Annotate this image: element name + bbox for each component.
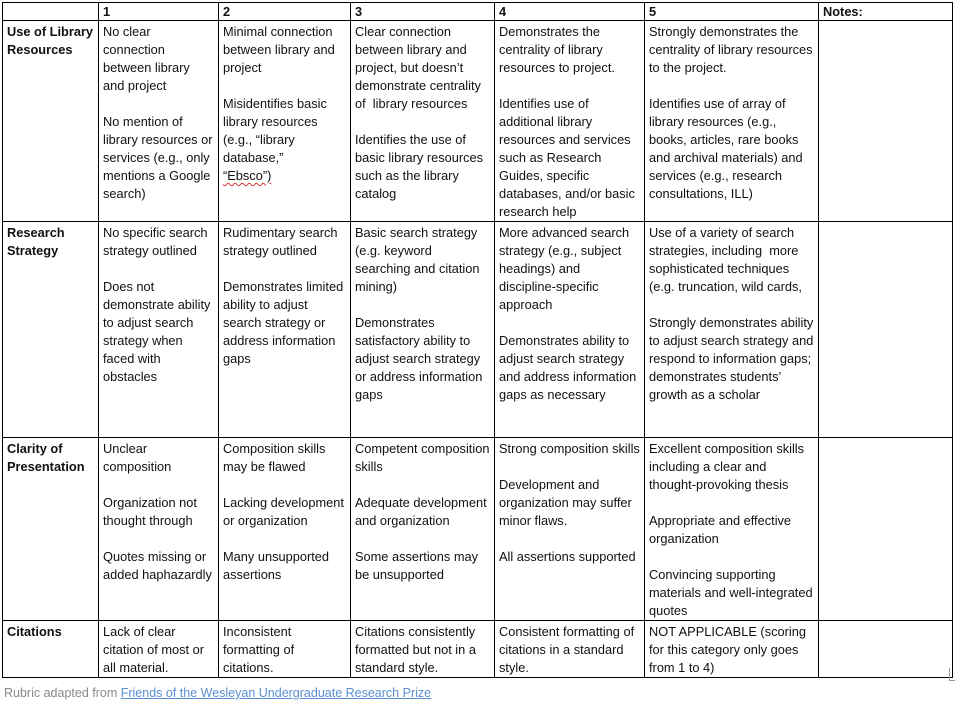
cell-score-5 xyxy=(645,21,819,222)
cell-score-3 xyxy=(351,21,495,222)
cell-score-2 xyxy=(219,621,351,678)
cell-score-4 xyxy=(495,621,645,678)
cell-text: Excellent composition skills including a clear and thought-provoking thesis xyxy=(649,441,808,492)
row-label: Citations xyxy=(3,621,99,678)
header-score-4: 4 xyxy=(495,3,645,21)
row-label: Clarity of Presentation xyxy=(3,438,99,621)
header-row xyxy=(3,3,953,21)
cell-text: Consistent formatting of citations in a standard style. xyxy=(499,624,638,675)
row-label: Research Strategy xyxy=(3,222,99,438)
cell-text: Unclear composition xyxy=(103,441,172,474)
cell-text: Clear connection between library and project, but doesn’t demonstrate centrality of library resources xyxy=(355,24,485,111)
cell-score-4 xyxy=(495,438,645,621)
cell-text: Composition skills may be flawed xyxy=(223,441,329,474)
cell-text: Appropriate and effective organization xyxy=(649,513,795,546)
cell-text: Minimal connection between library and project xyxy=(223,24,339,75)
header-score-1: 1 xyxy=(99,3,219,21)
cell-score-2 xyxy=(219,438,351,621)
cell-text: No specific search strategy outlined xyxy=(103,225,212,258)
cell-notes[interactable] xyxy=(819,621,953,678)
cell-text: Adequate development and organization xyxy=(355,495,491,528)
table-resize-handle[interactable] xyxy=(949,668,955,681)
cell-text: Convincing supporting materials and well-integrated quotes xyxy=(649,567,817,618)
header-score-3: 3 xyxy=(351,3,495,21)
cell-text: Does not demonstrate ability to adjust search strategy when faced with obstacles xyxy=(103,279,214,384)
cell-score-3 xyxy=(351,621,495,678)
cell-text: No clear connection between library and project xyxy=(103,24,194,93)
footer-credit xyxy=(4,686,431,700)
row-clarity-presentation xyxy=(3,438,953,621)
cell-score-5 xyxy=(645,222,819,438)
cell-text: Identifies the use of basic library resources such as the library catalog xyxy=(355,132,487,201)
header-score-5: 5 xyxy=(645,3,819,21)
cell-text: Some assertions may be unsupported xyxy=(355,549,482,582)
cell-text: Organization not thought through xyxy=(103,495,201,528)
header-score-2: 2 xyxy=(219,3,351,21)
cell-notes[interactable] xyxy=(819,222,953,438)
footer-prefix: Rubric adapted from xyxy=(4,686,121,700)
cell-text: Demonstrates satisfactory ability to adjust search strategy or address information gaps xyxy=(355,315,486,402)
cell-text: NOT APPLICABLE (scoring for this category only goes from 1 to 4) xyxy=(649,624,810,675)
cell-score-3 xyxy=(351,222,495,438)
cell-score-4 xyxy=(495,222,645,438)
header-notes: Notes: xyxy=(819,3,953,21)
cell-text: Identifies use of array of library resources (e.g., books, articles, rare books and archival materials) and services (e.g., research consultations, ILL) xyxy=(649,96,807,201)
rubric-table xyxy=(2,2,953,678)
cell-score-5 xyxy=(645,621,819,678)
cell-text: Strongly demonstrates ability to adjust search strategy and respond to information gaps; demonstrates students’ growth as a scholar xyxy=(649,315,817,402)
cell-score-3 xyxy=(351,438,495,621)
misspelled-word: “Ebsco”) xyxy=(223,168,272,183)
cell-text: Demonstrates limited ability to adjust search strategy or address information gaps xyxy=(223,279,347,366)
cell-text: Rudimentary search strategy outlined xyxy=(223,225,342,258)
row-label: Use of Library Resources xyxy=(3,21,99,222)
cell-text: More advanced search strategy (e.g., subject headings) and discipline-specific approach xyxy=(499,225,633,312)
cell-score-4 xyxy=(495,21,645,222)
cell-score-5 xyxy=(645,438,819,621)
header-corner xyxy=(3,3,99,21)
source-link[interactable]: Friends of the Wesleyan Undergraduate Research Prize xyxy=(120,686,432,700)
cell-score-1 xyxy=(99,621,219,678)
cell-text: Identifies use of additional library resources and services such as Research Guides, specific databases, and/or basic research help xyxy=(499,96,639,219)
row-library-resources xyxy=(3,21,953,222)
cell-text: Citations consistently formatted but not in a standard style. xyxy=(355,624,480,675)
cell-text: Basic search strategy (e.g. keyword searching and citation mining) xyxy=(355,225,484,294)
cell-score-1 xyxy=(99,222,219,438)
cell-text: Lack of clear citation of most or all material. xyxy=(103,624,208,675)
cell-score-1 xyxy=(99,21,219,222)
cell-text: Competent composition skills xyxy=(355,441,493,474)
cell-text: No mention of library resources or services (e.g., only mentions a Google search) xyxy=(103,114,217,201)
row-citations xyxy=(3,621,953,678)
cell-text: Development and organization may suffer minor flaws. xyxy=(499,477,636,528)
row-research-strategy xyxy=(3,222,953,438)
cell-text: Demonstrates ability to adjust search strategy and address information gaps as necessary xyxy=(499,333,640,402)
cell-text: Lacking development or organization xyxy=(223,495,348,528)
cell-text: Strongly demonstrates the centrality of library resources to the project. xyxy=(649,24,817,75)
cell-score-2 xyxy=(219,21,351,222)
cell-text: Misidentifies basic library resources (e.g., “library database,” xyxy=(223,96,331,165)
cell-text: Inconsistent formatting of citations. xyxy=(223,624,298,675)
cell-text: Strong composition skills xyxy=(499,441,640,456)
cell-text: Demonstrates the centrality of library resources to project. xyxy=(499,24,615,75)
cell-notes[interactable] xyxy=(819,438,953,621)
cell-text: Use of a variety of search strategies, including more sophisticated techniques (e.g. truncation, wild cards, xyxy=(649,225,802,294)
cell-text xyxy=(223,167,346,185)
cell-score-1 xyxy=(99,438,219,621)
cell-text: All assertions supported xyxy=(499,549,636,564)
cell-text: Many unsupported assertions xyxy=(223,549,333,582)
cell-score-2 xyxy=(219,222,351,438)
cell-text: Quotes missing or added haphazardly xyxy=(103,549,212,582)
cell-notes[interactable] xyxy=(819,21,953,222)
